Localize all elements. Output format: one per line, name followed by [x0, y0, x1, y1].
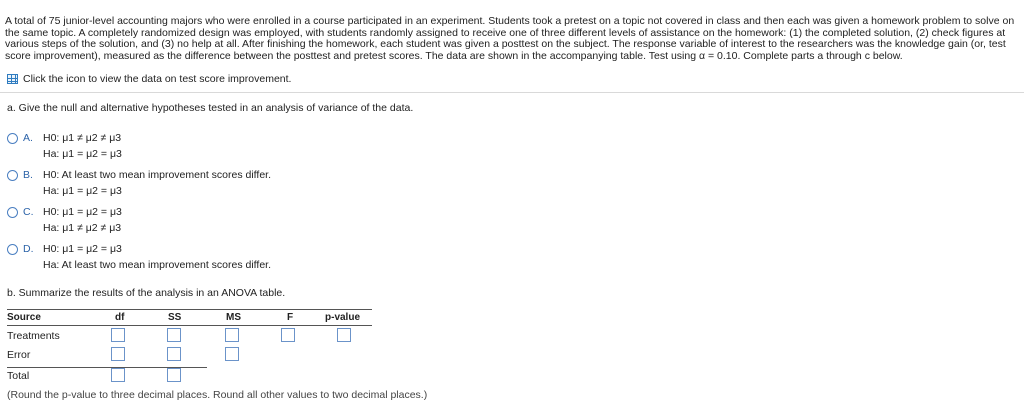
radio-button-d[interactable]	[7, 244, 18, 255]
header-p-value: p-value	[325, 312, 361, 323]
part-b-question: b. Summarize the results of the analysis in an ANOVA table.	[7, 287, 286, 299]
treatments-ms-input[interactable]	[225, 328, 239, 342]
treatments-ss-input[interactable]	[167, 328, 181, 342]
option-c-alt-hypothesis: Ha: μ1 ≠ μ2 ≠ μ3	[43, 222, 122, 234]
treatments-df-input[interactable]	[111, 328, 125, 342]
total-ss-input[interactable]	[167, 368, 181, 382]
header-ms: MS	[226, 312, 241, 323]
table-top-rule	[7, 309, 372, 310]
section-divider	[0, 92, 1024, 93]
radio-button-a[interactable]	[7, 133, 18, 144]
data-table-link[interactable]	[7, 73, 291, 85]
option-c-null-hypothesis: H0: μ1 = μ2 = μ3	[43, 206, 122, 218]
row-treatments-label: Treatments	[7, 330, 60, 342]
part-a-question: a. Give the null and alternative hypotheses tested in an analysis of variance of the data.	[7, 102, 414, 114]
total-df-input[interactable]	[111, 368, 125, 382]
option-b-null-hypothesis: H0: At least two mean improvement scores differ.	[43, 169, 271, 181]
header-df: df	[115, 312, 125, 323]
radio-button-c[interactable]	[7, 207, 18, 218]
treatments-p-value-input[interactable]	[337, 328, 351, 342]
header-ss: SS	[168, 312, 182, 323]
option-b-alt-hypothesis: Ha: μ1 = μ2 = μ3	[43, 185, 122, 197]
radio-button-b[interactable]	[7, 170, 18, 181]
error-df-input[interactable]	[111, 347, 125, 361]
option-a-alt-hypothesis: Ha: μ1 = μ2 = μ3	[43, 148, 122, 160]
row-error-label: Error	[7, 349, 31, 361]
problem-statement: A total of 75 junior-level accounting majors who were enrolled in a course participated in an experiment. Students took a pretest on a topic not covered in class and then each was given a homework problem to solve on the same topic. A completely randomized design was employed, with students randomly assigned to receive one of three different levels of assistance on the homework: (1) the completed solution, (2) check figures at various steps of the solution, and (3) no help at all. After finishing the homework, each student was given a posttest on the subject. The response variable of interest to the researchers was the knowledge gain (or, test score improvement), measured as the difference between the posttest and pretest scores. The data are shown in the accompanying table. Test using α = 0.10. Complete parts a through c below.	[5, 15, 1015, 62]
row-total-label: Total	[7, 370, 30, 382]
error-ms-input[interactable]	[225, 347, 239, 361]
rounding-note: (Round the p-value to three decimal places. Round all other values to two decimal places.)	[7, 389, 428, 401]
error-ss-input[interactable]	[167, 347, 181, 361]
option-c-letter: C.	[23, 206, 34, 218]
option-a-letter: A.	[23, 132, 33, 144]
data-table-icon[interactable]	[7, 74, 18, 84]
option-b-letter: B.	[23, 169, 33, 181]
option-a-null-hypothesis: H0: μ1 ≠ μ2 ≠ μ3	[43, 132, 122, 144]
option-d-alt-hypothesis: Ha: At least two mean improvement scores differ.	[43, 259, 271, 271]
header-f: F	[287, 312, 294, 323]
option-d-letter: D.	[23, 243, 34, 255]
option-d-null-hypothesis: H0: μ1 = μ2 = μ3	[43, 243, 122, 255]
header-source: Source	[7, 312, 41, 323]
treatments-f-input[interactable]	[281, 328, 295, 342]
data-link-text: Click the icon to view the data on test score improvement.	[23, 73, 292, 85]
table-header-rule	[7, 325, 372, 326]
